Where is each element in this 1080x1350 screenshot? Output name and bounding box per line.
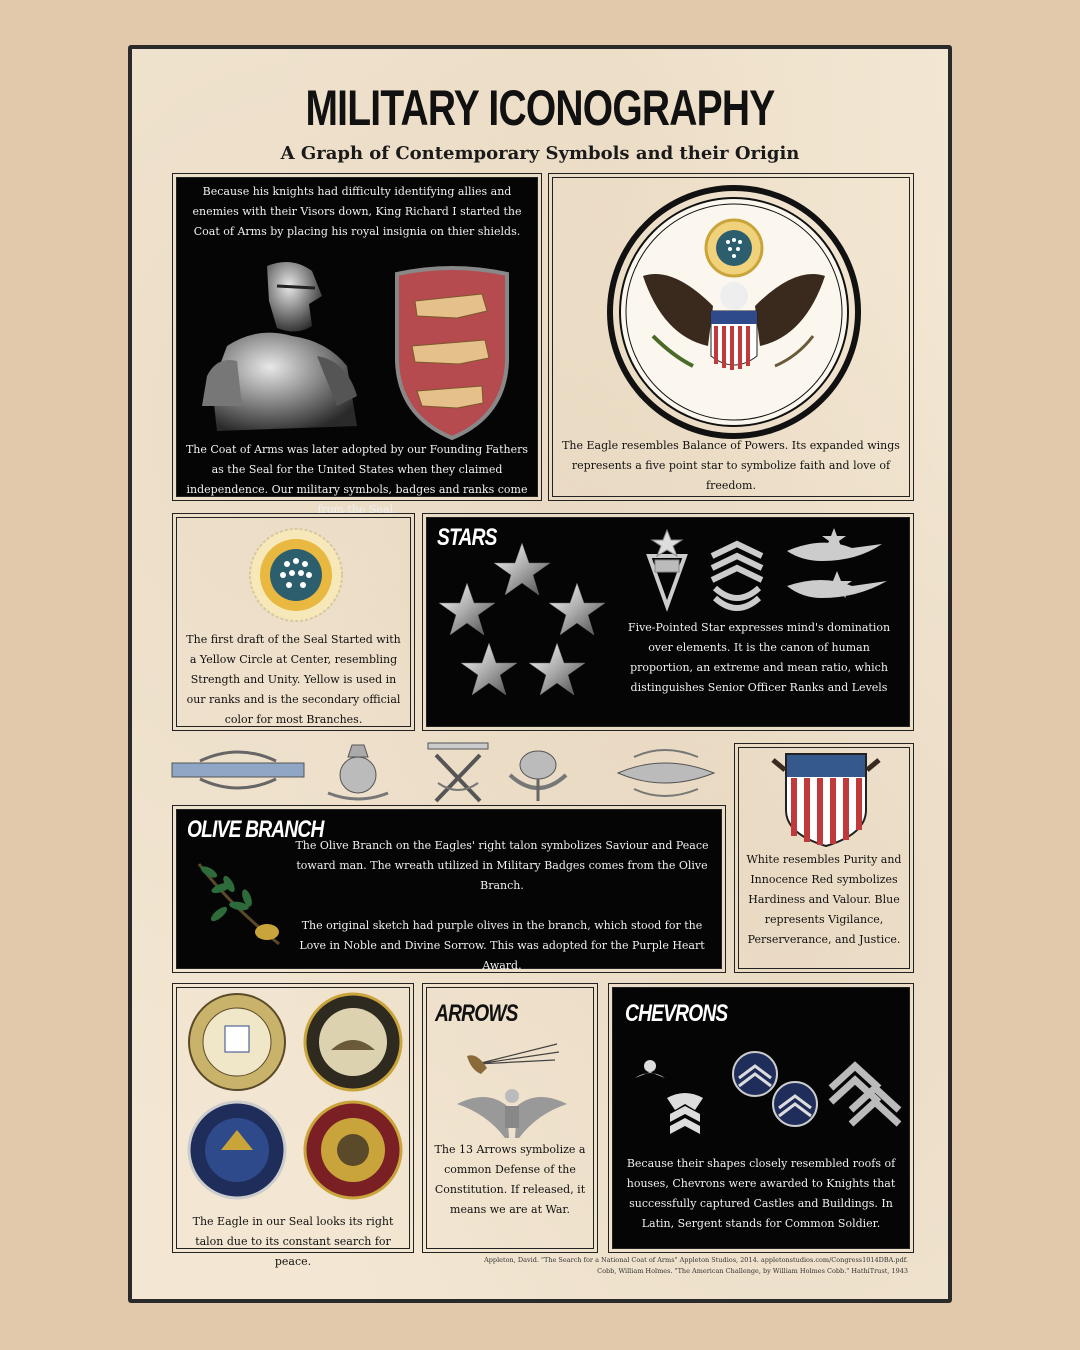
page-subtitle: A Graph of Contemporary Symbols and their Origin — [280, 143, 800, 164]
stars-panel — [422, 513, 914, 731]
reference-2: Cobb, William Holmes. "The American Challenge, by William Holmes Cobb." HathiTrust, 1943 — [597, 1267, 908, 1275]
chevrons-heading: CHEVRONS — [625, 1000, 728, 1027]
yellow-circle-text: The first draft of the Seal Started with a Yellow Circle at Center, resembling Strength and Unity. Yellow is used in our ranks and is the secondary official color for most Branches. — [186, 633, 401, 726]
yellow-circle-panel — [172, 513, 415, 731]
arrows-heading: ARROWS — [435, 1000, 518, 1027]
colors-text: White resembles Purity and Innocence Red symbolizes Hardiness and Valour. Blue represents Vigilance, Perserverance, and Justice. — [746, 853, 902, 946]
references — [484, 1255, 908, 1277]
military-badges-row-image — [170, 743, 730, 805]
stars-heading: STARS — [437, 524, 497, 551]
five-star-general-insignia-image — [437, 538, 612, 703]
coat-of-arms-panel — [172, 173, 542, 516]
knight-armor-image — [197, 256, 367, 436]
reference-1: Appleton, David. "The Search for a National Coat of Arms" Appleton Studios, 2014. appletonstudios.com/Congress1014DBA.pdf. — [484, 1256, 908, 1264]
coat-of-arms-outro: The Coat of Arms was later adopted by our Founding Fathers as the Seal for the United States when they claimed independence. Our military symbols, badges and ranks come from the Seal. — [185, 443, 529, 516]
yellow-circle-star-seal-image — [247, 526, 345, 624]
stars-text: Five-Pointed Star expresses mind's domination over elements. It is the canon of human proportion, an extreme and mean ratio, which distinguishes Senior Officer Ranks and Levels — [627, 621, 891, 694]
great-seal-image — [603, 186, 865, 438]
arrows-eagle-image — [447, 1034, 577, 1140]
eagle-panel — [548, 173, 914, 501]
seal-shield-image — [771, 750, 881, 848]
olive-branch-text-2: The original sketch had purple olives in the branch, which stood for the Love in Noble and Divine Sorrow. This was adopted for the Purple Heart Award. — [299, 919, 705, 972]
rank-insignia-images — [637, 526, 907, 616]
olive-branch-text-1: The Olive Branch on the Eagles' right talon symbolizes Saviour and Peace toward man. The wreath utilized in Military Badges comes from the Olive Branch. — [295, 839, 709, 892]
eagle-text: The Eagle resembles Balance of Powers. Its expanded wings represents a five point star to symbolize faith and love of freedom. — [562, 439, 900, 492]
branches-panel — [172, 983, 414, 1268]
coat-of-arms-intro: Because his knights had difficulty identifying allies and enemies with their Visors down, King Richard I started the Coat of Arms by placing his royal insignia on thier shields. — [192, 185, 522, 238]
royal-lions-shield-image — [387, 266, 517, 441]
poster — [128, 45, 952, 1303]
branch-seals-image — [181, 990, 409, 1200]
branches-text: The Eagle in our Seal looks its right talon due to its constant search for peace. — [192, 1215, 394, 1268]
olive-branch-image — [189, 854, 289, 954]
olive-branch-heading: OLIVE BRANCH — [187, 816, 324, 843]
chevron-insignia-image — [625, 1048, 905, 1144]
page-title: MILITARY ICONOGRAPHY — [305, 80, 775, 136]
colors-panel — [734, 743, 914, 973]
arrows-panel — [422, 983, 598, 1253]
olive-branch-panel — [172, 805, 726, 973]
chevrons-text: Because their shapes closely resembled roofs of houses, Chevrons were awarded to Knights that successfully captured Castles and Buildings. In Latin, Sergent stands for Common Soldier. — [626, 1157, 896, 1230]
army-seal-icon — [189, 994, 285, 1090]
arrows-text: The 13 Arrows symbolize a common Defense of the Constitution. If released, it means we are at War. — [434, 1143, 586, 1216]
chevrons-panel — [608, 983, 914, 1253]
